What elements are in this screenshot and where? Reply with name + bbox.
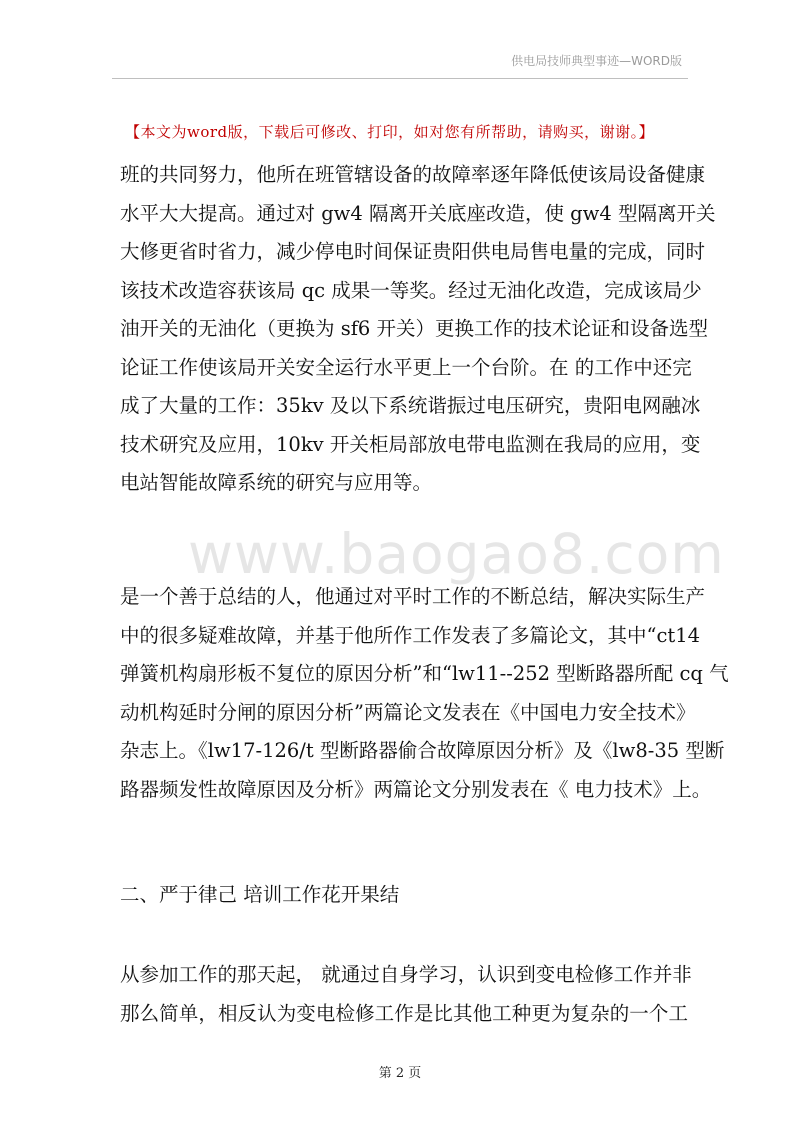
paragraph-line: 班的共同努力，他所在班管辖设备的故障率逐年降低使该局设备健康 [120, 163, 706, 186]
paragraph-line: 是一个善于总结的人，他通过对平时工作的不断总结，解决实际生产 [120, 585, 706, 608]
paragraph-line: 技术研究及应用，10kv 开关柜局部放电带电监测在我局的应用，变 [120, 432, 701, 456]
paragraph-line: 论证工作使该局开关安全运行水平更上一个台阶。在 的工作中还完 [120, 355, 692, 379]
paragraph-line: 该技术改造容获该局 qc 成果一等奖。经过无油化改造，完成该局少 [120, 278, 702, 302]
paragraph-line: 油开关的无油化（更换为 sf6 开关）更换工作的技术论证和设备选型 [120, 317, 709, 340]
paragraph-line: 动机构延时分闸的原因分析”两篇论文发表在《中国电力安全技术》 [120, 700, 696, 724]
purchase-notice: 【本文为word版，下载后可修改、打印，如对您有所帮助，请购买，谢谢。】 [125, 123, 655, 141]
header-title: 供电局技师典型事迹—WORD版 [511, 54, 682, 68]
paragraph-3 [120, 956, 692, 1033]
paragraph-line: 电站智能故障系统的研究与应用等。 [120, 471, 433, 494]
section-heading: 二、严于律己 培训工作花开果结 [120, 883, 400, 906]
paragraph-line: 成了大量的工作：35kv 及以下系统谐振过电压研究，贵阳电网融冰 [120, 394, 701, 417]
page-number: 第 2 页 [378, 1066, 422, 1081]
paragraph-2 [120, 578, 729, 809]
paragraph-line: 大修更省时省力，减少停电时间保证贵阳供电局售电量的完成，同时 [120, 240, 706, 263]
paragraph-line: 中的很多疑难故障，并基于他所作工作发表了多篇论文，其中“ct14 [120, 623, 701, 647]
watermark: www.baogao8.com [188, 522, 725, 586]
paragraph-1 [120, 156, 716, 503]
paragraph-line: 水平大大提高。通过对 gw4 隔离开关底座改造，使 gw4 型隔离开关 [120, 201, 716, 225]
paragraph-line: 路器频发性故障原因及分析》两篇论文分别发表在《 电力技术》上。 [120, 777, 712, 801]
paragraph-line: 从参加工作的那天起， 就通过自身学习，认识到变电检修工作并非 [120, 963, 692, 986]
paragraph-line: 弹簧机构扇形板不复位的原因分析”和“lw11--252 型断路器所配 cq 气 [120, 662, 729, 685]
paragraph-line: 那么简单，相反认为变电检修工作是比其他工种更为复杂的一个工 [120, 1001, 688, 1025]
paragraph-line: 杂志上。《lw17-126/t 型断路器偷合故障原因分析》及《lw8-35 型断 [120, 739, 725, 762]
header-divider [112, 78, 688, 79]
